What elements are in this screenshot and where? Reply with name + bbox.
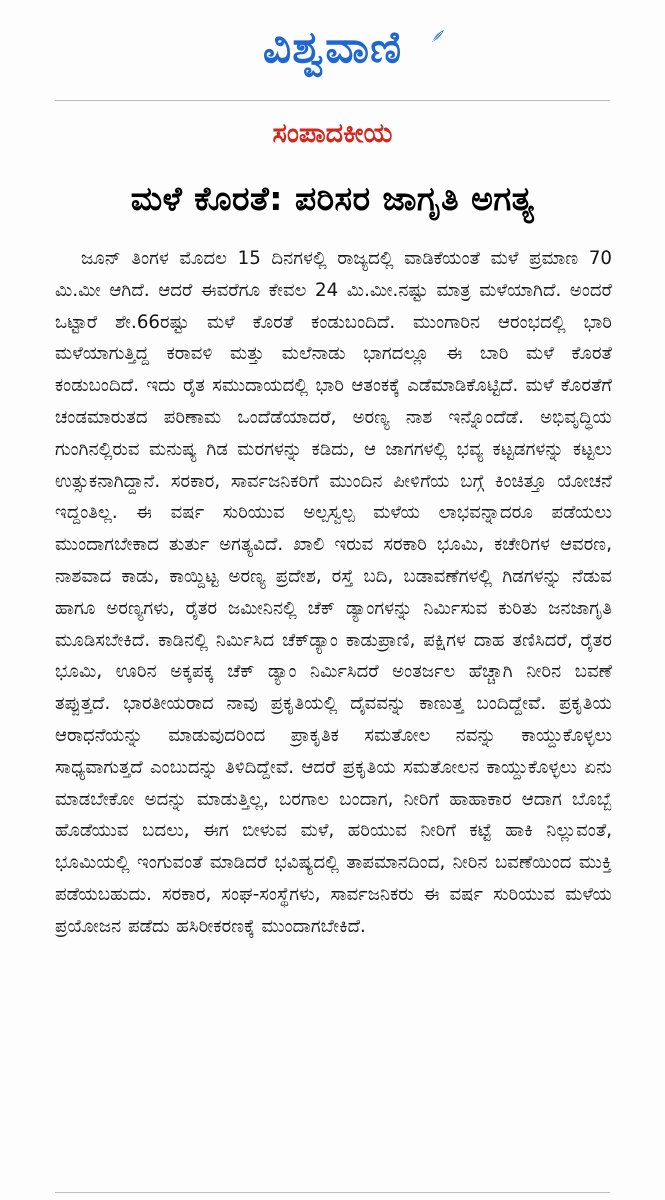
divider [55,1192,610,1193]
masthead [0,18,665,88]
feather-icon [430,28,446,44]
headline: ಮಳೆ ಕೊರತೆ: ಪರಿಸರ ಜಾಗೃತಿ ಅಗತ್ಯ [130,179,535,218]
article-body: ಜೂನ್ ತಿಂಗಳ ಮೊದಲ 15 ದಿನಗಳಲ್ಲಿ ರಾಜ್ಯದಲ್ಲಿ ವಾಡಿಕೆಯಂತೆ ಮಳೆ ಪ್ರಮಾಣ 70 ಮಿ.ಮೀ ಆಗಿದೆ. ಆದರೆ ಈವರೆಗೂ ಕೇವಲ 24 ಮಿ.ಮೀ.ನಷ್ಟು ಮಾತ್ರ ಮಳೆಯಾಗಿದೆ. ಅಂದರೆ ಒಟ್ಟಾರೆ ಶೇ.66ರಷ್ಟು ಮಳೆ ಕೊರತೆ ಕಂಡುಬಂದಿದೆ. ಮುಂಗಾರಿನ ಆರಂಭದಲ್ಲಿ ಭಾರಿ ಮಳೆಯಾಗುತ್ತಿದ್ದ ಕರಾವಳಿ ಮತ್ತು ಮಲೆನಾಡು ಭಾಗದಲ್ಲೂ ಈ ಬಾರಿ ಮಳೆ ಕೊರತೆ ಕಂಡುಬಂದಿದೆ. ಇದು ರೈತ ಸಮುದಾಯದಲ್ಲಿ ಭಾರಿ ಆತಂಕಕ್ಕೆ ಎಡೆಮಾಡಿಕೊಟ್ಟಿದೆ. ಮಳೆ ಕೊರತೆಗೆ ಚಂಡಮಾರುತದ ಪರಿಣಾಮ ಒಂದೆಡೆಯಾದರೆ, ಅರಣ್ಯ ನಾಶ ಇನ್ನೊಂದೆಡೆ. ಅಭಿವೃದ್ಧಿಯ ಗುಂಗಿನಲ್ಲಿರುವ ಮನುಷ್ಯ ಗಿಡ ಮರಗಳನ್ನು ಕಡಿದು, ಆ ಜಾಗಗಳಲ್ಲಿ ಭವ್ಯ ಕಟ್ಟಡಗಳನ್ನು ಕಟ್ಟಲು ಉತ್ಸುಕನಾಗಿದ್ದಾನೆ. ಸರಕಾರ, ಸಾರ್ವಜನಿಕರಿಗೆ ಮುಂದಿನ ಪೀಳಿಗೆಯ ಬಗ್ಗೆ ಕಿಂಚಿತ್ತೂ ಯೋಚನೆ ಇದ್ದಂತಿಲ್ಲ. ಈ ವರ್ಷ ಸುರಿಯುವ ಅಲ್ಪಸ್ವಲ್ಪ ಮಳೆಯ ಲಾಭವನ್ನಾದರೂ ಪಡೆಯಲು ಮುಂದಾಗಬೇಕಾದ ತುರ್ತು ಅಗತ್ಯವಿದೆ. ಖಾಲಿ ಇರುವ ಸರಕಾರಿ ಭೂಮಿ, ಕಚೇರಿಗಳ ಆವರಣ, ನಾಶವಾದ ಕಾಡು, ಕಾಯ್ದಿಟ್ಟ ಅರಣ್ಯ ಪ್ರದೇಶ, ರಸ್ತೆ ಬದಿ, ಬಡಾವಣೆಗಳಲ್ಲಿ ಗಿಡಗಳನ್ನು ನೆಡುವ ಹಾಗೂ ಅರಣ್ಯಗಳು, ರೈತರ ಜಮೀನಿನಲ್ಲಿ ಚೆಕ್ ಡ್ಯಾಂಗಳನ್ನು ನಿರ್ಮಿಸುವ ಕುರಿತು ಜನಜಾಗೃತಿ ಮೂಡಿಸಬೇಕಿದೆ. ಕಾಡಿನಲ್ಲಿ ನಿರ್ಮಿಸಿದ ಚೆಕ್‌ಡ್ಯಾಂ ಕಾಡುಪ್ರಾಣಿ, ಪಕ್ಷಿಗಳ ದಾಹ ತಣಿಸಿದರೆ, ರೈತರ ಭೂಮಿ, ಊರಿನ ಅಕ್ಕಪಕ್ಕ ಚೆಕ್ ಡ್ಯಾಂ ನಿರ್ಮಿಸಿದರೆ ಅಂತರ್ಜಲ ಹೆಚ್ಚಾಗಿ ನೀರಿನ ಬವಣೆ ತಪ್ಪುತ್ತದೆ. ಭಾರತೀಯರಾದ ನಾವು ಪ್ರಕೃತಿಯಲ್ಲಿ ದೈವವನ್ನು ಕಾಣುತ್ತ ಬಂದಿದ್ದೇವೆ. ಪ್ರಕೃತಿಯ ಆರಾಧನೆಯನ್ನು ಮಾಡುವುದರಿಂದ ಪ್ರಾಕೃತಿಕ ಸಮತೋಲ ನವನ್ನು ಕಾಯ್ದುಕೊಳ್ಳಲು ಸಾಧ್ಯವಾಗುತ್ತದೆ ಎಂಬುದನ್ನು ತಿಳಿದಿದ್ದೇವೆ. ಆದರೆ ಪ್ರಕೃತಿಯ ಸಮತೋಲನ ಕಾಯ್ದುಕೊಳ್ಳಲು ಏನು ಮಾಡಬೇಕೋ ಅದನ್ನು ಮಾಡುತ್ತಿಲ್ಲ, ಬರಗಾಲ ಬಂದಾಗ, ನೀರಿಗೆ ಹಾಹಾಕಾರ ಆದಾಗ ಬೊಬ್ಬೆ ಹೊಡೆಯುವ ಬದಲು, ಈಗ ಬೀಳುವ ಮಳೆ, ಹರಿಯುವ ನೀರಿಗೆ ಕಟ್ಟೆ ಹಾಕಿ ನಿಲ್ಲುವಂತೆ, ಭೂಮಿಯಲ್ಲಿ ಇಂಗುವಂತೆ ಮಾಡಿದರೆ ಭವಿಷ್ಯದಲ್ಲಿ ತಾಪಮಾನದಿಂದ, ನೀರಿನ ಬವಣೆಯಿಂದ ಮುಕ್ತಿ ಪಡೆಯಬಹುದು. ಸರಕಾರ, ಸಂಘ-ಸಂಸ್ಥೆಗಳು, ಸಾರ್ವಜನಿಕರು ಈ ವರ್ಷ ಸುರಿಯುವ ಮಳೆಯ ಪ್ರಯೋಜನ ಪಡೆದು ಹಸಿರೀಕರಣಕ್ಕೆ ಮುಂದಾಗಬೇಕಿದೆ. [55,248,612,937]
divider [55,100,610,101]
newspaper-name: ವಿಶ್ವವಾಣಿ [262,22,403,73]
section-label: ಸಂಪಾದಕೀಯ [272,118,393,149]
